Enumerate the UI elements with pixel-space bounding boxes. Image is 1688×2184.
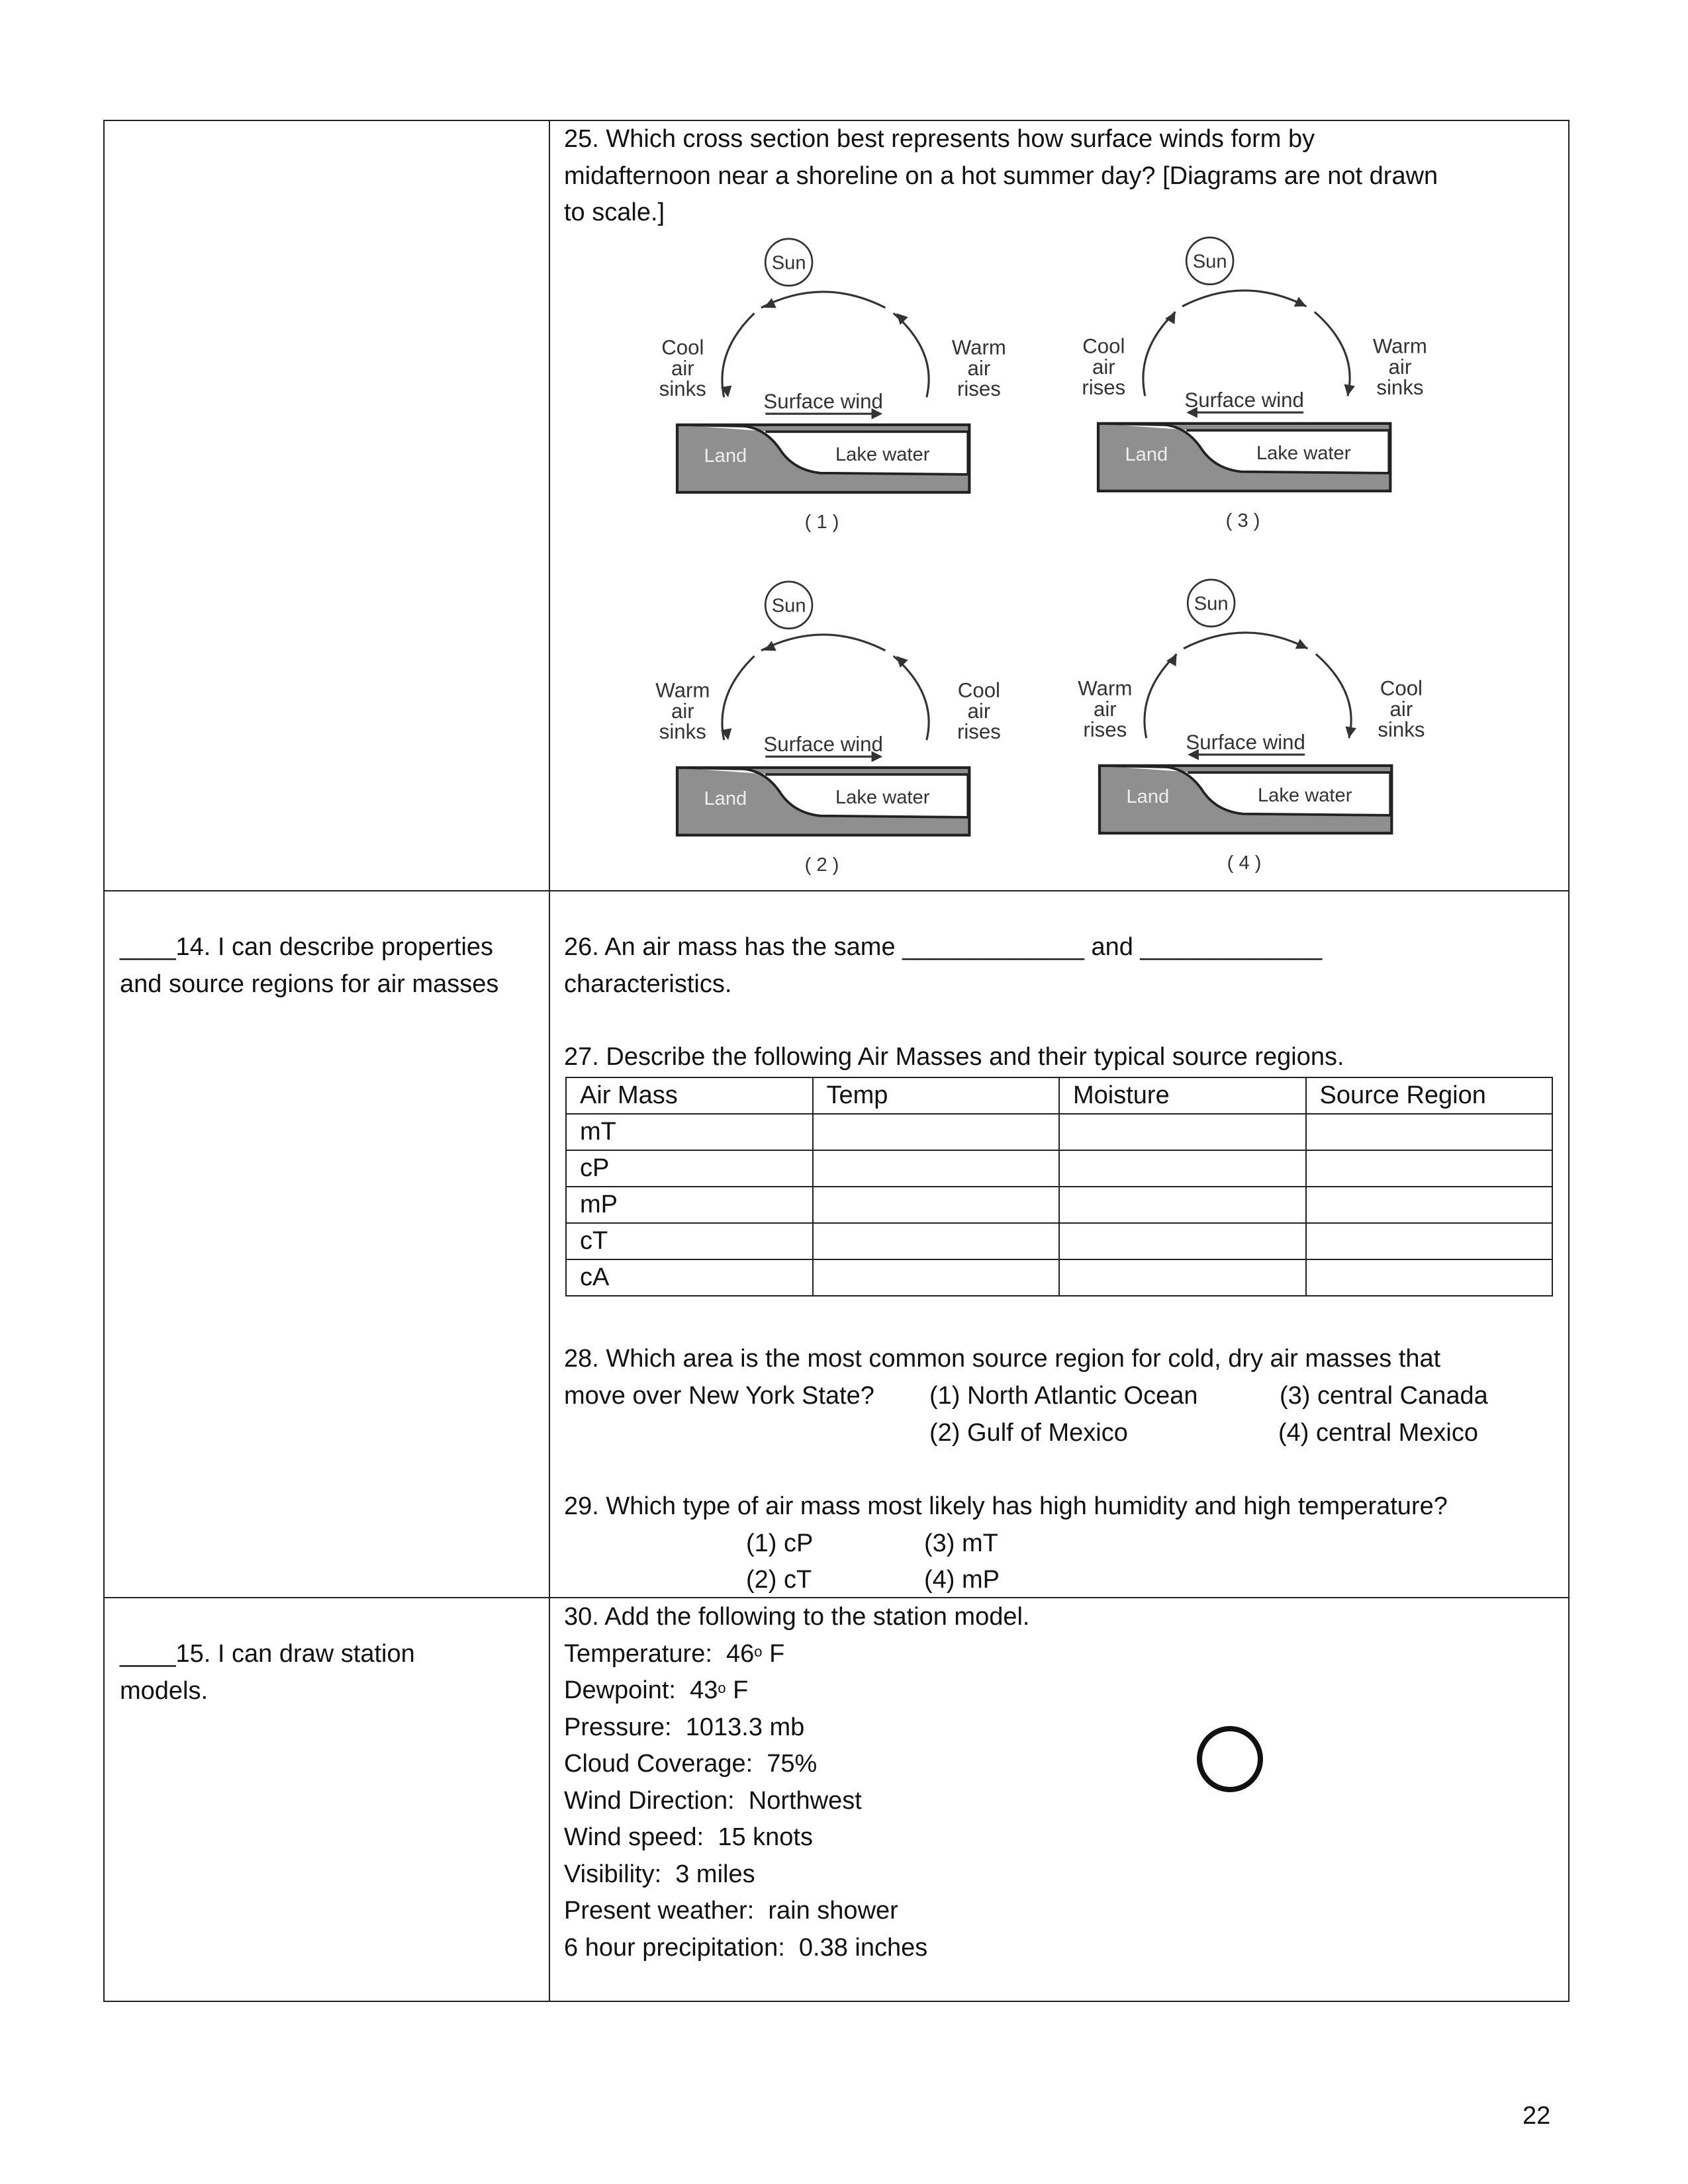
- column-header: Temp: [813, 1077, 1060, 1114]
- arrowhead-icon: [1295, 639, 1310, 653]
- diagram-label: Warm: [1372, 334, 1427, 358]
- column-header: Source Region: [1306, 1077, 1553, 1114]
- circulation-arrow: [1145, 654, 1177, 738]
- column-divider: [549, 120, 550, 2002]
- item-label: Present weather: rain shower: [564, 1897, 898, 1925]
- answer-option: (1) North Atlantic Ocean: [929, 1382, 1198, 1410]
- diagram-label: air: [671, 356, 694, 380]
- question-27: 27. Describe the following Air Masses and their typical source regions.: [564, 1043, 1344, 1071]
- objective-14: [120, 929, 498, 1003]
- objective-text: and source regions for air masses: [120, 970, 499, 998]
- answer-option: (1) cP: [746, 1529, 814, 1557]
- unit: F: [726, 1676, 749, 1704]
- table-header-row: [566, 1077, 1552, 1114]
- question-text: 26. An air mass has the same _____________ and _____________: [564, 933, 1323, 961]
- station-data-item: [564, 1856, 1029, 1893]
- surface-wind-label: Surface wind: [1184, 388, 1304, 412]
- source-region-cell[interactable]: [1306, 1223, 1553, 1259]
- circulation-arrow: [1182, 291, 1306, 306]
- arrowhead-icon: [1294, 296, 1309, 311]
- option-number: ( 3 ): [1225, 510, 1260, 532]
- diagram-label: Warm: [951, 336, 1006, 359]
- lake-water-label: Lake water: [1256, 443, 1351, 465]
- land-label: Land: [1125, 444, 1168, 466]
- diagram-label: air: [1388, 355, 1412, 379]
- arrowhead-icon: [1166, 651, 1182, 666]
- option-number: ( 2 ): [804, 854, 839, 876]
- temp-cell[interactable]: [813, 1114, 1060, 1150]
- sun-label: Sun: [771, 595, 806, 617]
- question-30: [564, 1599, 1029, 1966]
- air-mass-cell: cT: [566, 1223, 813, 1259]
- question-29: 29. Which type of air mass most likely has high humidity and high temperature?: [564, 1492, 1448, 1520]
- surface-wind-label: Surface wind: [1186, 730, 1305, 754]
- column-header: Air Mass: [566, 1077, 813, 1114]
- temp-cell[interactable]: [813, 1150, 1060, 1187]
- circulation-arrow: [761, 635, 885, 651]
- diagram-label: sinks: [1378, 718, 1425, 742]
- degree-symbol: o: [718, 1680, 726, 1696]
- circulation-arrow: [894, 656, 929, 740]
- arrowhead-icon: [892, 652, 908, 668]
- diagram-label: Cool: [1082, 334, 1125, 358]
- column-header: Moisture: [1059, 1077, 1306, 1114]
- item-label: 6 hour precipitation: 0.38 inches: [564, 1933, 928, 1962]
- source-region-cell[interactable]: [1306, 1150, 1553, 1187]
- answer-option: (3) mT: [924, 1529, 998, 1557]
- diagram-label: rises: [1082, 376, 1126, 400]
- air-mass-cell: cP: [566, 1150, 813, 1187]
- item-label: Temperature: 46: [564, 1639, 755, 1668]
- diagram-option-2: [648, 584, 1001, 887]
- station-data-item: [564, 1783, 1029, 1820]
- question-28: 28. Which area is the most common source region for cold, dry air masses that: [564, 1345, 1441, 1373]
- circulation-arrow: [1315, 312, 1350, 396]
- diagram-label: air: [1093, 697, 1117, 721]
- diagram-label: air: [1092, 355, 1115, 379]
- objective-15: [120, 1636, 415, 1709]
- diagram-label: air: [671, 699, 694, 723]
- lake-water-label: Lake water: [835, 444, 930, 466]
- item-label: Pressure: 1013.3 mb: [564, 1713, 805, 1741]
- arrowhead-icon: [892, 309, 908, 325]
- lake-water-label: Lake water: [1257, 785, 1352, 807]
- option-number: ( 4 ): [1227, 852, 1262, 874]
- diagram-label: air: [1389, 697, 1413, 721]
- lake-water-label: Lake water: [835, 787, 930, 809]
- station-data-item: [564, 1636, 1029, 1673]
- diagram-label: air: [967, 699, 991, 723]
- station-data-item: [564, 1709, 1029, 1747]
- diagram-label: sinks: [659, 720, 706, 744]
- page-number: 22: [1523, 2102, 1551, 2130]
- table-row: [566, 1114, 1552, 1150]
- land-label: Land: [704, 445, 747, 467]
- circulation-arrow: [1184, 633, 1307, 649]
- diagram-label: Cool: [1380, 676, 1423, 700]
- objective-text: ____15. I can draw station: [120, 1640, 415, 1668]
- diagram-label: Cool: [957, 678, 1001, 702]
- answer-option: (2) cT: [746, 1566, 812, 1594]
- answer-option: (4) mP: [924, 1566, 1000, 1594]
- sun-label: Sun: [1194, 593, 1229, 615]
- circulation-arrow: [722, 656, 755, 740]
- item-label: Wind speed: 15 knots: [564, 1823, 813, 1851]
- table-row: [566, 1187, 1552, 1223]
- moisture-cell[interactable]: [1059, 1114, 1306, 1150]
- land-label: Land: [704, 788, 747, 810]
- circulation-arrow: [1316, 654, 1351, 738]
- temp-cell[interactable]: [813, 1259, 1060, 1296]
- diagram-label: Warm: [1078, 676, 1133, 700]
- table-row: [566, 1259, 1552, 1296]
- station-data-item: [564, 1672, 1029, 1709]
- circulation-arrow: [894, 313, 929, 397]
- objective-text: ____14. I can describe properties: [120, 933, 494, 961]
- diagram-label: sinks: [1376, 376, 1424, 400]
- question-28-cont: move over New York State?: [564, 1382, 874, 1410]
- diagram-label: Cool: [661, 336, 704, 359]
- source-region-cell[interactable]: [1306, 1259, 1553, 1296]
- air-mass-cell: cA: [566, 1259, 813, 1296]
- diagram-label: rises: [957, 377, 1001, 401]
- table-row: [566, 1150, 1552, 1187]
- temp-cell[interactable]: [813, 1223, 1060, 1259]
- diagram-label: rises: [957, 720, 1001, 744]
- air-mass-table: [565, 1077, 1553, 1297]
- diagram-option-4: [1070, 582, 1425, 886]
- diagram-label: Warm: [655, 678, 710, 702]
- circulation-arrow: [722, 313, 755, 397]
- answer-option: (4) central Mexico: [1278, 1419, 1478, 1447]
- question-25: [564, 121, 1438, 232]
- item-label: Cloud Coverage: 75%: [564, 1750, 818, 1778]
- question-text: characteristics.: [564, 970, 732, 998]
- station-model-circle[interactable]: [1197, 1726, 1263, 1792]
- row-divider: [103, 1597, 1570, 1598]
- station-data-item: [564, 1930, 1029, 1967]
- circulation-arrow: [761, 292, 885, 308]
- surface-wind-label: Surface wind: [763, 389, 883, 413]
- item-label: Dewpoint: 43: [564, 1676, 718, 1704]
- air-mass-cell: mT: [566, 1114, 813, 1150]
- station-data-item: [564, 1819, 1029, 1856]
- land-label: Land: [1126, 786, 1170, 808]
- question-text: to scale.]: [564, 199, 665, 226]
- temp-cell[interactable]: [813, 1187, 1060, 1223]
- diagram-label: air: [967, 356, 991, 380]
- moisture-cell[interactable]: [1059, 1187, 1306, 1223]
- air-mass-cell: mP: [566, 1187, 813, 1223]
- degree-symbol: o: [754, 1643, 763, 1660]
- moisture-cell[interactable]: [1059, 1223, 1306, 1259]
- diagram-option-1: [648, 242, 1006, 545]
- moisture-cell[interactable]: [1059, 1150, 1306, 1187]
- answer-option: (3) central Canada: [1280, 1382, 1488, 1410]
- station-data-item: [564, 1746, 1029, 1783]
- station-data-item: [564, 1893, 1029, 1930]
- diagram-label: rises: [1083, 718, 1127, 742]
- question-text: 25. Which cross section best represents how surface winds form by: [564, 125, 1315, 153]
- answer-option: (2) Gulf of Mexico: [929, 1419, 1128, 1447]
- option-number: ( 1 ): [804, 512, 839, 533]
- question-26: [564, 929, 1322, 1003]
- arrowhead-icon: [1165, 309, 1180, 324]
- objective-text: models.: [120, 1676, 209, 1705]
- diagram-option-3: [1069, 240, 1427, 543]
- item-label: Wind Direction: Northwest: [564, 1786, 862, 1815]
- sun-label: Sun: [1192, 251, 1227, 273]
- surface-wind-label: Surface wind: [763, 732, 883, 756]
- question-text: midafternoon near a shoreline on a hot summer day? [Diagrams are not drawn: [564, 161, 1438, 190]
- circulation-arrow: [1143, 312, 1176, 396]
- moisture-cell[interactable]: [1059, 1259, 1306, 1296]
- source-region-cell[interactable]: [1306, 1187, 1553, 1223]
- unit: F: [762, 1639, 785, 1668]
- source-region-cell[interactable]: [1306, 1114, 1553, 1150]
- row-divider: [103, 890, 1570, 891]
- table-row: [566, 1223, 1552, 1259]
- item-label: Visibility: 3 miles: [564, 1860, 755, 1888]
- question-text: 30. Add the following to the station model.: [564, 1603, 1030, 1631]
- sun-label: Sun: [771, 252, 806, 274]
- diagram-label: sinks: [659, 377, 706, 401]
